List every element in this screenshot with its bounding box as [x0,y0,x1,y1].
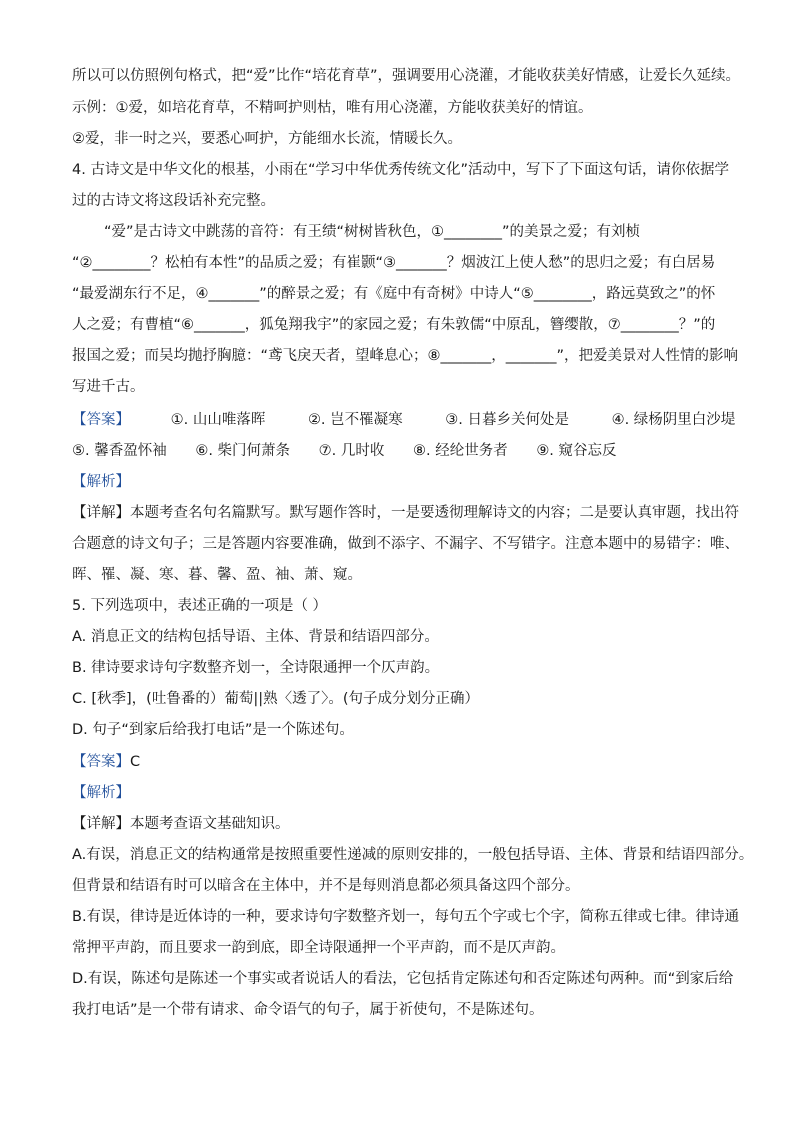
text-line: 所以可以仿照例句格式，把“爱”比作“培花育草”，强调要用心浇灌，才能收获美好情感，让爱长久延续。 [72,68,741,84]
detail-line: 常押平声韵，而且要求一韵到底，即全诗限通押一个平声韵，而不是仄声韵。 [72,940,565,956]
analysis-label: 【解析】 [72,474,130,490]
detail-line [72,814,290,834]
detail-label: 【详解】 [72,505,130,521]
detail-line: 合题意的诗文句子；三是答题内容要准确，做到不添字、不漏字、不写错字。注意本题中的易错字：唯、 [72,536,739,552]
detail-label: 【详解】 [72,816,130,832]
option-c: C. [秋季]，(吐鲁番的）葡萄||熟〈透了〉。(句子成分划分正确） [72,691,479,707]
detail-line: A.有误，消息正文的结构通常是按照重要性递减的原则安排的，一般包括导语、主体、背景和结语四部分。 [72,847,754,863]
answer-value: C [130,754,141,770]
detail-text: 本题考查名句名篇默写。默写题作答时，一是要透彻理解诗文的内容；二是要认真审题，找出符 [130,505,739,521]
detail-line: B.有误，律诗是近体诗的一种，要求诗句字数整齐划一，每句五个字或七个字，简称五律或七律。律诗通 [72,909,740,925]
passage-line: “爱”是古诗文中跳荡的音符：有王绩“树树皆秋色，①________”的美景之爱；有刘桢 [104,224,641,240]
answer-row-1 [72,410,735,430]
answer-item: ⑤. 馨香盈怀袖 [72,443,167,459]
answer-label: 【答案】 [72,412,130,428]
answer-item: ①. 山山唯落晖 [170,412,266,428]
answer-line-2 [72,752,140,772]
text-line: 示例：①爱，如培花育草，不精呵护则枯，唯有用心浇灌，方能收获美好的情谊。 [72,100,593,116]
detail-line: 晖、罹、凝、寒、暮、馨、盈、袖、萧、窥。 [72,567,362,583]
passage-line: 写进千古。 [72,379,145,395]
answer-item: ④. 绿杨阴里白沙堤 [611,412,736,428]
passage-line: “最爱湖东行不足，④_______”的醉景之爱；有《庭中有奇树》中诗人“⑤________，路远莫致之”的怀 [72,286,716,302]
passage-line: 人之爱；有曹植“⑥_______，狐兔翔我宇”的家园之爱；有朱敦儒“中原乱，簪缨散，⑦________？”的 [72,317,716,333]
passage-line: “②________？松柏有本性”的品质之爱；有崔颢“③_______？烟波江上使人愁”的思归之爱；有白居易 [72,255,716,271]
question-5-stem: 5. 下列选项中，表述正确的一项是（ ） [72,598,328,614]
text-line: ②爱，非一时之兴，要悉心呵护，方能细水长流，情暖长久。 [72,131,462,147]
option-a: A. 消息正文的结构包括导语、主体、背景和结语四部分。 [72,629,439,645]
answer-item: ⑧. 经纶世务者 [412,443,508,459]
question-4-stem-cont: 过的古诗文将这段话补充完整。 [72,193,275,209]
detail-line [72,503,739,523]
detail-line: 我打电话”是一个带有请求、命令语气的句子，属于祈使句，不是陈述句。 [72,1002,544,1018]
option-d: D. 句子“到家后给我打电话”是一个陈述句。 [72,722,354,738]
detail-line: D.有误，陈述句是陈述一个事实或者说话人的看法，它包括肯定陈述句和否定陈述句两种。而“到家后给 [72,971,734,987]
answer-item: ②. 岂不罹凝寒 [307,412,403,428]
passage-line: 报国之爱；而吴均抛抒胸臆：“鸢飞戾天者，望峰息心；⑧_______，_______”，把爱美景对人性情的影响 [72,348,739,364]
answer-row-2 [72,441,617,461]
answer-item: ⑨. 窥谷忘反 [536,443,617,459]
answer-label: 【答案】 [72,754,130,770]
detail-text: 本题考查语文基础知识。 [130,816,290,832]
detail-line: 但背景和结语有时可以暗含在主体中，并不是每则消息都必须具备这四个部分。 [72,878,580,894]
analysis-label: 【解析】 [72,785,130,801]
question-4-stem: 4. 古诗文是中华文化的根基，小雨在“学习中华优秀传统文化”活动中，写下了下面这句话，请你依据学 [72,162,729,178]
answer-item: ⑥. 柴门何萧条 [195,443,291,459]
option-b: B. 律诗要求诗句字数整齐划一，全诗限通押一个仄声韵。 [72,660,440,676]
answer-item: ⑦. 几时收 [318,443,385,459]
answer-item: ③. 日暮乡关何处是 [445,412,569,428]
